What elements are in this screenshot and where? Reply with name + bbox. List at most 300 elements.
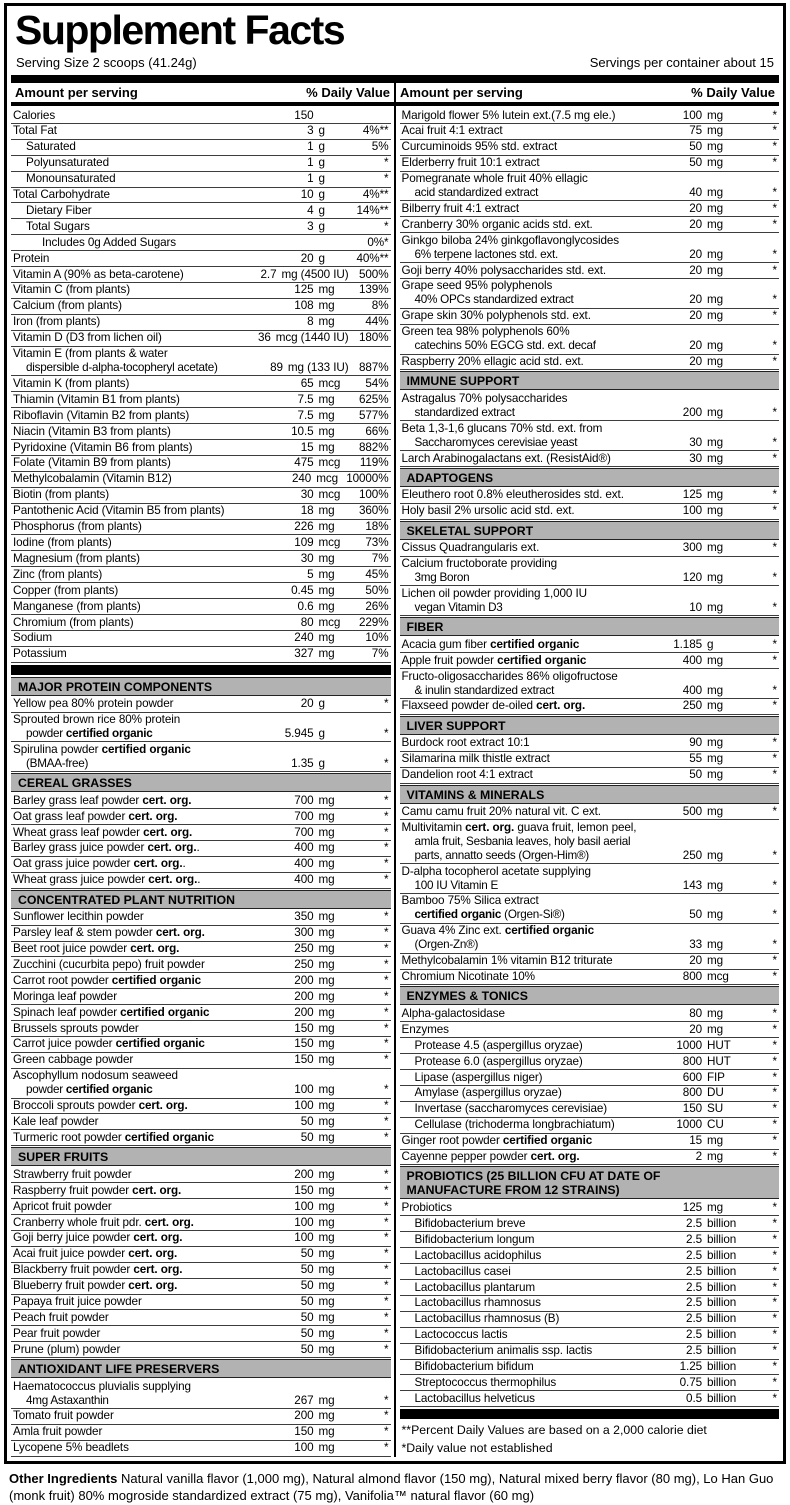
daily-value: * bbox=[772, 217, 777, 231]
amount-unit: mg bbox=[707, 124, 724, 138]
table-row bbox=[11, 1279, 391, 1295]
table-row bbox=[400, 864, 780, 894]
ingredient-name: Grape seed 95% polyphenols 40% OPCs standardized extract bbox=[401, 279, 574, 307]
amount-unit: mg bbox=[707, 571, 724, 585]
daily-value: * bbox=[384, 1021, 389, 1035]
table-row bbox=[400, 1232, 780, 1248]
other-ingredients-text: Natural vanilla flavor (1,000 mg), Natural almond flavor (150 mg), Natural mixed berry flavor (80 mg), Lo Han Guo (monk fruit) 80% mogroside standardized extract (75 mg), Vanifolia™ natural flavor (60 mg) bbox=[9, 1470, 774, 1504]
daily-value: * bbox=[384, 1247, 389, 1261]
amount-value: 400 bbox=[294, 857, 314, 871]
ingredient-name: Sodium bbox=[13, 631, 53, 645]
daily-value: * bbox=[772, 954, 777, 968]
daily-value: * bbox=[384, 1083, 389, 1097]
daily-value: * bbox=[772, 108, 777, 122]
ingredient-name: Tomato fruit powder bbox=[13, 1409, 114, 1423]
daily-value: * bbox=[772, 1038, 777, 1052]
table-row bbox=[400, 201, 780, 217]
ingredient-column-right bbox=[396, 106, 780, 1457]
amount-unit: mg bbox=[318, 857, 335, 871]
table-row bbox=[400, 1312, 780, 1328]
table-row bbox=[11, 567, 391, 583]
amount-value: 300 bbox=[294, 926, 314, 940]
section-header: ANTIOXIDANT LIFE PRESERVERS bbox=[11, 1359, 391, 1378]
table-row bbox=[11, 1425, 391, 1441]
amount-value: 500 bbox=[682, 805, 702, 819]
ingredient-name: Bamboo 75% Silica extract certified organic (Orgen-Si®) bbox=[401, 894, 565, 922]
amount-unit: mg bbox=[318, 942, 335, 955]
amount-unit: mg bbox=[318, 424, 335, 438]
amount-value: 700 bbox=[294, 793, 314, 807]
amount-unit: billion bbox=[707, 1216, 737, 1230]
amount-unit: mg bbox=[318, 647, 335, 661]
amount-unit: FIP bbox=[707, 1070, 725, 1084]
amount-unit: mg bbox=[318, 1310, 335, 1324]
amount-value: 50 bbox=[300, 1130, 314, 1144]
table-row bbox=[11, 1114, 391, 1130]
amount-unit: mg bbox=[707, 541, 724, 555]
daily-value: * bbox=[772, 1280, 777, 1294]
ingredient-name: Lactobacillus helveticus bbox=[414, 1391, 535, 1405]
amount-value: 800 bbox=[682, 970, 702, 983]
daily-value: * bbox=[772, 1296, 777, 1310]
amount-unit: DU bbox=[707, 1086, 724, 1100]
ingredient-name: Kale leaf powder bbox=[13, 1114, 99, 1128]
table-row bbox=[11, 1069, 391, 1099]
ingredient-name: Pantothenic Acid (Vitamin B5 from plants) bbox=[13, 504, 225, 518]
ingredient-name: Oat grass juice powder cert. org.. bbox=[13, 857, 186, 871]
ingredient-name: Carrot root powder certified organic bbox=[13, 973, 202, 987]
amount-unit: mg bbox=[318, 1425, 335, 1439]
ingredient-name: Bifidobacterium animalis ssp. lactis bbox=[414, 1344, 593, 1358]
ingredient-name: Chromium (from plants) bbox=[13, 615, 134, 629]
table-row bbox=[400, 586, 780, 616]
amount-value: 30 bbox=[689, 435, 702, 449]
table-row bbox=[400, 1054, 780, 1070]
table-row bbox=[400, 263, 780, 279]
ingredient-name: Pyridoxine (Vitamin B6 from plants) bbox=[13, 440, 193, 454]
daily-value: * bbox=[384, 1409, 389, 1423]
table-row bbox=[11, 347, 391, 377]
ingredient-name: Dandelion root 4:1 extract bbox=[401, 768, 533, 782]
daily-value: * bbox=[772, 1118, 777, 1132]
amount-value: 150 bbox=[294, 1053, 314, 1067]
table-row bbox=[11, 873, 391, 889]
amount-value: 18 bbox=[300, 504, 314, 518]
ingredient-name: Flaxseed powder de-oiled cert. org. bbox=[401, 699, 586, 713]
ingredient-name: Wheat grass juice powder cert. org.. bbox=[13, 873, 201, 887]
table-row bbox=[11, 631, 391, 647]
amount-value: 350 bbox=[294, 910, 314, 924]
daily-value: 229% bbox=[359, 615, 389, 629]
table-row bbox=[11, 599, 391, 615]
amount-unit: billion bbox=[707, 1328, 737, 1342]
table-row bbox=[400, 669, 780, 699]
amount-unit: mg bbox=[318, 1441, 335, 1455]
table-row bbox=[11, 299, 391, 315]
amount-unit: mcg bbox=[707, 970, 729, 983]
ingredient-name: Turmeric root powder certified organic bbox=[13, 1130, 215, 1144]
daily-value: * bbox=[384, 1326, 389, 1340]
table-row bbox=[400, 140, 780, 156]
daily-value: 66% bbox=[365, 424, 389, 438]
amount-value: 700 bbox=[294, 809, 314, 823]
daily-value: * bbox=[384, 1279, 389, 1293]
amount-value: 150 bbox=[294, 1021, 314, 1035]
daily-value: * bbox=[772, 1054, 777, 1068]
section-header: PROBIOTICS (25 BILLION CFU AT DATE OF MANUFACTURE FROM 12 STRAINS) bbox=[400, 1166, 780, 1199]
daily-value: 26% bbox=[365, 599, 389, 613]
ingredient-name: Chromium Nicotinate 10% bbox=[401, 970, 535, 983]
amount-unit: mg bbox=[318, 1114, 335, 1128]
ingredient-name: Thiamin (Vitamin B1 from plants) bbox=[13, 392, 180, 406]
daily-value: * bbox=[384, 697, 389, 711]
amount-value: 100 bbox=[294, 1231, 314, 1245]
daily-value: * bbox=[772, 908, 777, 922]
ingredient-name: Goji berry juice powder cert. org. bbox=[13, 1231, 183, 1245]
amount-unit: billion bbox=[707, 1264, 737, 1278]
amount-unit: mg bbox=[707, 683, 724, 697]
daily-value: * bbox=[384, 1037, 389, 1051]
amount-unit: mg bbox=[318, 551, 335, 565]
amount-value: 20 bbox=[689, 1022, 702, 1036]
daily-value: * bbox=[384, 1310, 389, 1324]
amount-unit: mg bbox=[318, 809, 335, 823]
ingredient-name: Multivitamin cert. org. guava fruit, lemon peel, amla fruit, Sesbania leaves, holy basil aerial parts, annatto seeds (Orgen-Him®) bbox=[401, 820, 637, 862]
table-row bbox=[11, 647, 391, 663]
table-row bbox=[11, 331, 391, 347]
daily-value: * bbox=[384, 1263, 389, 1277]
ingredient-name: Strawberry fruit powder bbox=[13, 1167, 132, 1181]
amount-unit: mg bbox=[318, 841, 335, 855]
daily-value: * bbox=[772, 435, 777, 449]
table-row bbox=[400, 894, 780, 924]
ingredient-name: Includes 0g Added Sugars bbox=[42, 235, 177, 249]
daily-value: 887% bbox=[359, 361, 389, 374]
amount-value: 200 bbox=[682, 405, 702, 419]
table-row bbox=[11, 408, 391, 424]
section-header: VITAMINS & MINERALS bbox=[400, 785, 780, 804]
panel-title: Supplement Facts bbox=[15, 7, 345, 53]
daily-value: * bbox=[772, 938, 777, 952]
ingredient-name: Broccoli sprouts powder cert. org. bbox=[13, 1099, 188, 1113]
table-row bbox=[11, 172, 391, 188]
table-row bbox=[400, 970, 780, 986]
ingredient-name: Barley grass leaf powder cert. org. bbox=[13, 793, 192, 807]
amount-unit: billion bbox=[707, 1375, 737, 1389]
table-row bbox=[11, 203, 391, 219]
amount-value: 50 bbox=[689, 908, 702, 922]
table-row bbox=[400, 557, 780, 587]
table-row bbox=[400, 504, 780, 520]
amount-unit: mg bbox=[318, 1231, 335, 1245]
amount-value: 50 bbox=[300, 1342, 314, 1356]
daily-value: 119% bbox=[359, 456, 389, 470]
ingredient-name: Oat grass leaf powder cert. org. bbox=[13, 809, 178, 823]
daily-value: * bbox=[384, 957, 389, 971]
ingredient-name: Protease 6.0 (aspergillus oryzae) bbox=[414, 1054, 583, 1068]
amount-value: 10 bbox=[689, 600, 702, 614]
amount-unit: g bbox=[707, 637, 714, 651]
ingredient-name: Magnesium (from plants) bbox=[13, 551, 140, 565]
table-row bbox=[11, 488, 391, 504]
amount-unit: mg (133 IU) bbox=[287, 361, 349, 374]
table-row bbox=[400, 325, 780, 355]
daily-value: * bbox=[772, 541, 777, 555]
ingredient-name: Curcuminoids 95% std. extract bbox=[401, 140, 558, 154]
amount-unit: mg bbox=[318, 1053, 335, 1067]
daily-value: * bbox=[384, 873, 389, 887]
table-row bbox=[11, 283, 391, 299]
amount-unit: mg bbox=[318, 926, 335, 940]
ingredient-name: Raspberry fruit powder cert. org. bbox=[13, 1183, 182, 1197]
ingredient-name: Bilberry fruit 4:1 extract bbox=[401, 201, 520, 215]
table-row bbox=[400, 1264, 780, 1280]
amount-value: 200 bbox=[294, 1005, 314, 1019]
amount-unit: mg bbox=[318, 299, 335, 313]
ingredient-name: Amla fruit powder bbox=[13, 1425, 103, 1439]
amount-unit: g bbox=[318, 156, 325, 170]
amount-value: 2.5 bbox=[686, 1312, 702, 1326]
table-row bbox=[400, 1248, 780, 1264]
daily-value: 4%** bbox=[362, 188, 389, 202]
ingredient-name: Saturated bbox=[26, 140, 76, 154]
amount-unit: HUT bbox=[707, 1038, 731, 1052]
amount-unit: CU bbox=[707, 1118, 724, 1132]
amount-unit: mg bbox=[707, 752, 724, 766]
ingredient-name: Zucchini (cucurbita pepo) fruit powder bbox=[13, 957, 205, 971]
ingredient-name: Papaya fruit juice powder bbox=[13, 1295, 142, 1309]
amount-value: 1.35 bbox=[291, 756, 314, 770]
daily-value: * bbox=[384, 926, 389, 940]
table-row bbox=[11, 1342, 391, 1358]
ingredient-name: Astragalus 70% polysaccharides standardized extract bbox=[401, 391, 568, 419]
table-row bbox=[400, 1006, 780, 1022]
daily-value: * bbox=[772, 293, 777, 307]
ingredient-name: Lycopene 5% beadlets bbox=[13, 1441, 129, 1455]
amount-unit: billion bbox=[707, 1280, 737, 1294]
amount-unit: billion bbox=[707, 1248, 737, 1262]
ingredient-name: Bifidobacterium bifidum bbox=[414, 1360, 534, 1374]
amount-unit: g bbox=[318, 124, 325, 138]
table-row bbox=[400, 1391, 780, 1407]
amount-unit: mg bbox=[318, 793, 335, 807]
ingredient-name: Raspberry 20% ellagic acid std. ext. bbox=[401, 355, 584, 368]
amount-unit: mg bbox=[707, 309, 724, 323]
daily-value: 7% bbox=[371, 551, 389, 565]
column-header-right bbox=[396, 83, 779, 102]
amount-unit: billion bbox=[707, 1312, 737, 1326]
amount-unit: g bbox=[318, 756, 325, 770]
ingredient-name: Beta 1,3-1,6 glucans 70% std. ext. from Saccharomyces cerevisiae yeast bbox=[401, 421, 603, 449]
amount-unit: mg bbox=[707, 1006, 724, 1020]
ingredient-name: Vitamin A (90% as beta-carotene) bbox=[13, 267, 184, 281]
amount-unit: mg bbox=[318, 957, 335, 971]
amount-value: 150 bbox=[294, 1037, 314, 1051]
amount-unit: mg bbox=[318, 1295, 335, 1309]
ingredient-name: Lactobacillus acidophilus bbox=[414, 1248, 542, 1262]
daily-value: * bbox=[772, 970, 777, 983]
ingredient-name: Monounsaturated bbox=[26, 172, 116, 186]
column-headers bbox=[11, 83, 779, 102]
amount-value: 20 bbox=[300, 251, 314, 265]
amount-value: 1 bbox=[307, 156, 314, 170]
table-row bbox=[400, 309, 780, 325]
amount-unit: mg bbox=[707, 108, 724, 122]
ingredient-name: Cranberry whole fruit pdr. cert. org. bbox=[13, 1215, 194, 1229]
amount-value: 55 bbox=[689, 752, 702, 766]
amount-unit: mg bbox=[318, 910, 335, 924]
amount-value: 100 bbox=[294, 1083, 314, 1097]
ingredient-name: Total Fat bbox=[13, 124, 57, 138]
amount-value: 400 bbox=[682, 653, 702, 667]
amount-unit: billion bbox=[707, 1391, 737, 1405]
table-row bbox=[400, 1022, 780, 1038]
table-row bbox=[400, 1360, 780, 1376]
table-row bbox=[400, 1038, 780, 1054]
section-header: SUPER FRUITS bbox=[11, 1147, 391, 1166]
amount-unit: mg bbox=[707, 908, 724, 922]
daily-value: * bbox=[772, 752, 777, 766]
table-row bbox=[400, 451, 780, 467]
table-row bbox=[11, 1021, 391, 1037]
daily-value: * bbox=[772, 805, 777, 819]
table-row bbox=[11, 841, 391, 857]
amount-unit: billion bbox=[707, 1344, 737, 1358]
amount-value: 2.5 bbox=[686, 1344, 702, 1358]
amount-value: 2.5 bbox=[686, 1216, 702, 1230]
daily-value: * bbox=[772, 309, 777, 323]
ingredient-name: Silamarina milk thistle extract bbox=[401, 752, 550, 766]
table-row bbox=[11, 1310, 391, 1326]
amount-unit: mg bbox=[707, 435, 724, 449]
amount-value: 100 bbox=[294, 1441, 314, 1455]
amount-value: 150 bbox=[294, 108, 314, 122]
servings-per-container: Servings per container about 15 bbox=[589, 55, 774, 70]
amount-unit: mg bbox=[707, 504, 724, 518]
ingredient-name: Bifidobacterium breve bbox=[414, 1216, 526, 1230]
amount-unit: mg (4500 IU) bbox=[281, 267, 349, 281]
amount-unit: mg bbox=[707, 1134, 724, 1148]
table-row bbox=[11, 1005, 391, 1021]
daily-value: * bbox=[384, 910, 389, 924]
amount-unit: mg bbox=[707, 1022, 724, 1036]
amount-value: 7.5 bbox=[297, 392, 314, 406]
table-row bbox=[11, 108, 391, 124]
table-row bbox=[400, 752, 780, 768]
amount-unit: mg bbox=[318, 1199, 335, 1213]
table-row bbox=[400, 1086, 780, 1102]
amount-unit: mg bbox=[707, 768, 724, 782]
ingredient-name: Moringa leaf powder bbox=[13, 989, 117, 1003]
ingredient-name: Vitamin C (from plants) bbox=[13, 283, 130, 297]
daily-value: * bbox=[772, 848, 777, 862]
amount-value: 400 bbox=[294, 873, 314, 887]
other-ingredients bbox=[0, 1464, 790, 1505]
amount-unit: mg bbox=[318, 315, 335, 329]
daily-value: * bbox=[772, 247, 777, 261]
table-row bbox=[400, 1375, 780, 1391]
divider-bar bbox=[11, 75, 779, 83]
amount-unit: mg bbox=[707, 805, 724, 819]
amount-value: 0.5 bbox=[686, 1391, 702, 1405]
section-header: ADAPTOGENS bbox=[400, 468, 780, 487]
amount-unit: mg bbox=[707, 736, 724, 750]
daily-value: 18% bbox=[365, 520, 389, 534]
amount-unit: mcg bbox=[318, 488, 341, 502]
daily-value: 139% bbox=[359, 283, 389, 297]
amount-unit: mg bbox=[318, 440, 335, 454]
amount-value: 15 bbox=[689, 1134, 702, 1148]
amount-value: 50 bbox=[689, 156, 702, 170]
daily-value: * bbox=[772, 1200, 777, 1214]
table-row bbox=[400, 108, 780, 124]
daily-value-header: % Daily Value bbox=[306, 85, 390, 100]
amount-value: 200 bbox=[294, 1167, 314, 1181]
amount-value: 30 bbox=[300, 551, 314, 565]
amount-value: 50 bbox=[300, 1295, 314, 1309]
amount-value: 20 bbox=[689, 247, 702, 261]
daily-value: * bbox=[384, 809, 389, 823]
table-row bbox=[11, 583, 391, 599]
amount-value: 150 bbox=[294, 1183, 314, 1197]
daily-value: * bbox=[384, 1441, 389, 1455]
daily-value: 577% bbox=[359, 408, 389, 422]
table-row bbox=[11, 1379, 391, 1409]
amount-value: 20 bbox=[689, 339, 702, 353]
amount-value: 0.45 bbox=[291, 583, 314, 597]
table-row bbox=[11, 697, 391, 713]
amount-value: 150 bbox=[294, 1425, 314, 1439]
amount-unit: mg bbox=[707, 699, 724, 713]
amount-value: 89 bbox=[270, 361, 283, 374]
divider-bar bbox=[11, 665, 391, 675]
amount-value: 1000 bbox=[676, 1038, 702, 1052]
ingredient-name: Total Sugars bbox=[26, 219, 90, 233]
amount-unit: mcg bbox=[318, 535, 341, 549]
table-row bbox=[400, 541, 780, 557]
ingredient-name: Carrot juice powder certified organic bbox=[13, 1037, 205, 1051]
amount-unit: mg bbox=[707, 293, 724, 307]
amount-value: 2.5 bbox=[686, 1328, 702, 1342]
table-row bbox=[11, 219, 391, 235]
table-row bbox=[400, 1280, 780, 1296]
daily-value: * bbox=[772, 124, 777, 138]
amount-value: 200 bbox=[294, 989, 314, 1003]
amount-value: 5 bbox=[307, 567, 314, 581]
ingredient-name: Dietary Fiber bbox=[26, 203, 92, 217]
ingredient-name: Streptococcus thermophilus bbox=[414, 1375, 557, 1389]
ingredient-name: Lipase (aspergillus niger) bbox=[414, 1070, 543, 1084]
daily-value: * bbox=[772, 1102, 777, 1116]
amount-value: 20 bbox=[689, 201, 702, 215]
amount-unit: g bbox=[318, 697, 325, 711]
amount-unit: g bbox=[318, 727, 325, 741]
amount-unit: mg bbox=[707, 355, 724, 368]
amount-value: 20 bbox=[689, 954, 702, 968]
supplement-facts-panel bbox=[4, 3, 786, 1464]
ingredient-name: Cellulase (trichoderma longbrachiatum) bbox=[414, 1118, 615, 1132]
amount-value: 50 bbox=[300, 1263, 314, 1277]
amount-unit: mg bbox=[707, 488, 724, 502]
daily-value: * bbox=[772, 683, 777, 697]
table-row bbox=[11, 1183, 391, 1199]
amount-unit: SU bbox=[707, 1102, 724, 1116]
amount-value: 50 bbox=[689, 140, 702, 154]
table-row bbox=[11, 551, 391, 567]
amount-value: 33 bbox=[689, 938, 702, 952]
amount-value: 125 bbox=[682, 488, 702, 502]
table-row bbox=[400, 156, 780, 172]
